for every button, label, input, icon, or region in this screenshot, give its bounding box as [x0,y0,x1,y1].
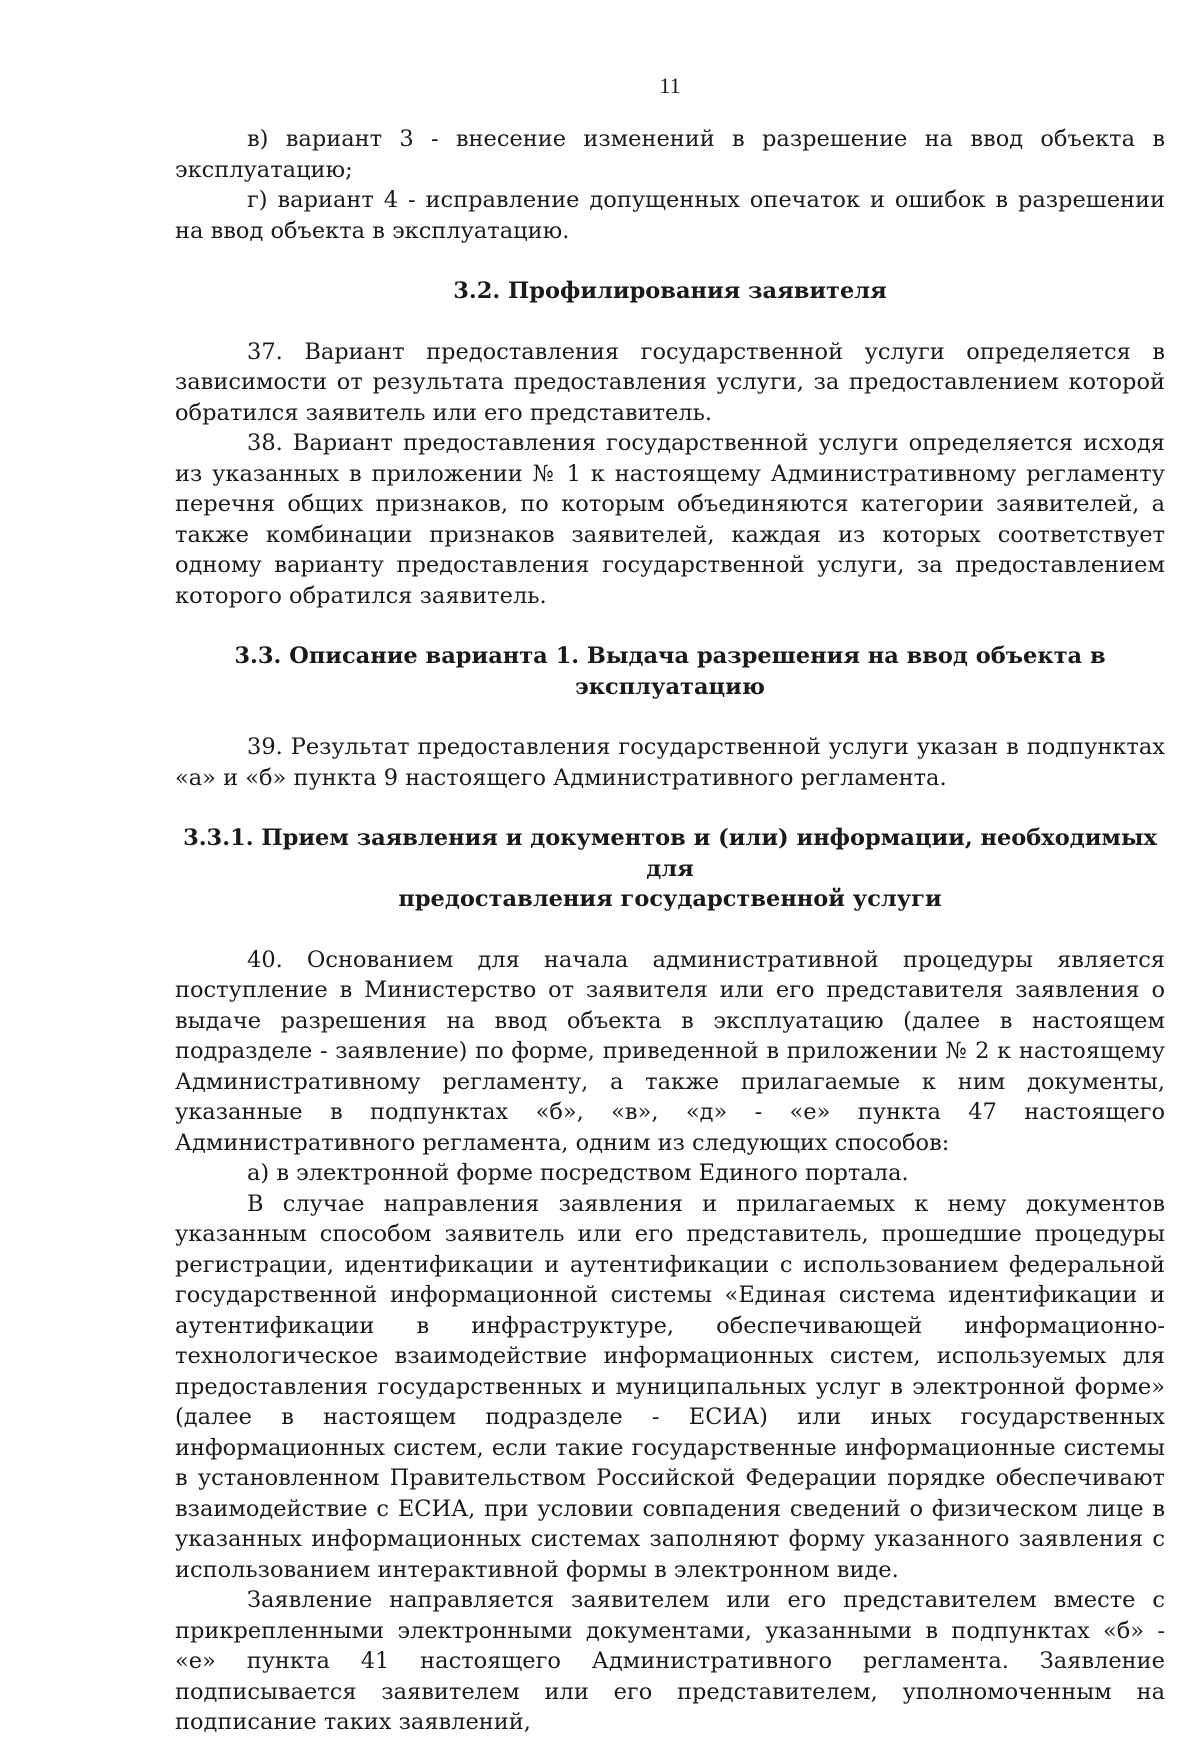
paragraph-40: 40. Основанием для начала административной процедуры является поступление в Министерство от заявителя или его представителя заявления о выдаче разрешения на ввод объекта в эксплуатацию (далее в настоящем подразделе - заявление) по форме, приведенной в приложении № 2 к настоящему Административному регламенту, а также прилагаемые к ним документы, указанные в подпунктах «б», «в», «д» - «е» пункта 47 настоящего Административного регламента, одним из следующих способов: [175,946,1165,1156]
heading-3-3-1-line1: 3.3.1. Прием заявления и документов и (или) информации, необходимых для [183,825,1157,882]
paragraph-38: 38. Вариант предоставления государственной услуги определяется исходя из указанных в приложении № 1 к настоящему Административному регламенту перечня общих признаков, по которым объединяются категории заявителей, а также комбинации признаков заявителей, каждая из которых соответствует одному варианту предоставления государственной услуги, за предоставлением которого обратился заявитель. [175,430,1165,609]
heading-3-3: 3.3. Описание варианта 1. Выдача разрешения на ввод объекта в эксплуатацию [234,643,1106,700]
paragraph-39: 39. Результат предоставления государственной услуги указан в подпунктах «а» и «б» пункта 9 настоящего Административного регламента. [175,734,1165,791]
paragraph-variant-3: в) вариант 3 - внесение изменений в разрешение на ввод объекта в эксплуатацию; [175,126,1165,183]
paragraph-esia: В случае направления заявления и прилагаемых к нему документов указанным способом заявитель или его представитель, прошедшие процедуры регистрации, идентификации и аутентификации с использованием федеральной государственной информационной системы «Единая система идентификации и аутентификации в инфраструктуре, обеспечивающей информационно-технологическое взаимодействие информационных систем, используемых для предоставления государственных и муниципальных услуг в электронной форме» (далее в настоящем подразделе - ЕСИА) или иных государственных информационных систем, если такие государственные информационные системы в установленном Правительством Российской Федерации порядке обеспечивают взаимодействие с ЕСИА, при условии совпадения сведений о физическом лице в указанных информационных системах заполняют форму указанного заявления с использованием интерактивной формы в электронном виде. [175,1190,1165,1583]
heading-3-3-1-line2: предоставления государственной услуги [398,886,942,912]
heading-3-2: 3.2. Профилирования заявителя [453,278,887,304]
document-body [175,124,1165,1738]
heading-3-3-1 [175,823,1165,915]
paragraph-application-signed: Заявление направляется заявителем или его представителем вместе с прикрепленными электронными документами, указанными в подпунктах «б» - «е» пункта 41 настоящего Административного регламента. Заявление подписывается заявителем или его представителем, уполномоченным на подписание таких заявлений, [175,1587,1165,1735]
paragraph-37: 37. Вариант предоставления государственной услуги определяется в зависимости от результата предоставления услуги, за предоставлением которой обратился заявитель или его представитель. [175,338,1165,426]
paragraph-40-a: а) в электронной форме посредством Единого портала. [247,1160,909,1186]
page-number: 11 [659,73,681,98]
paragraph-variant-4: г) вариант 4 - исправление допущенных опечаток и ошибок в разрешении на ввод объекта в эксплуатацию. [175,187,1165,244]
